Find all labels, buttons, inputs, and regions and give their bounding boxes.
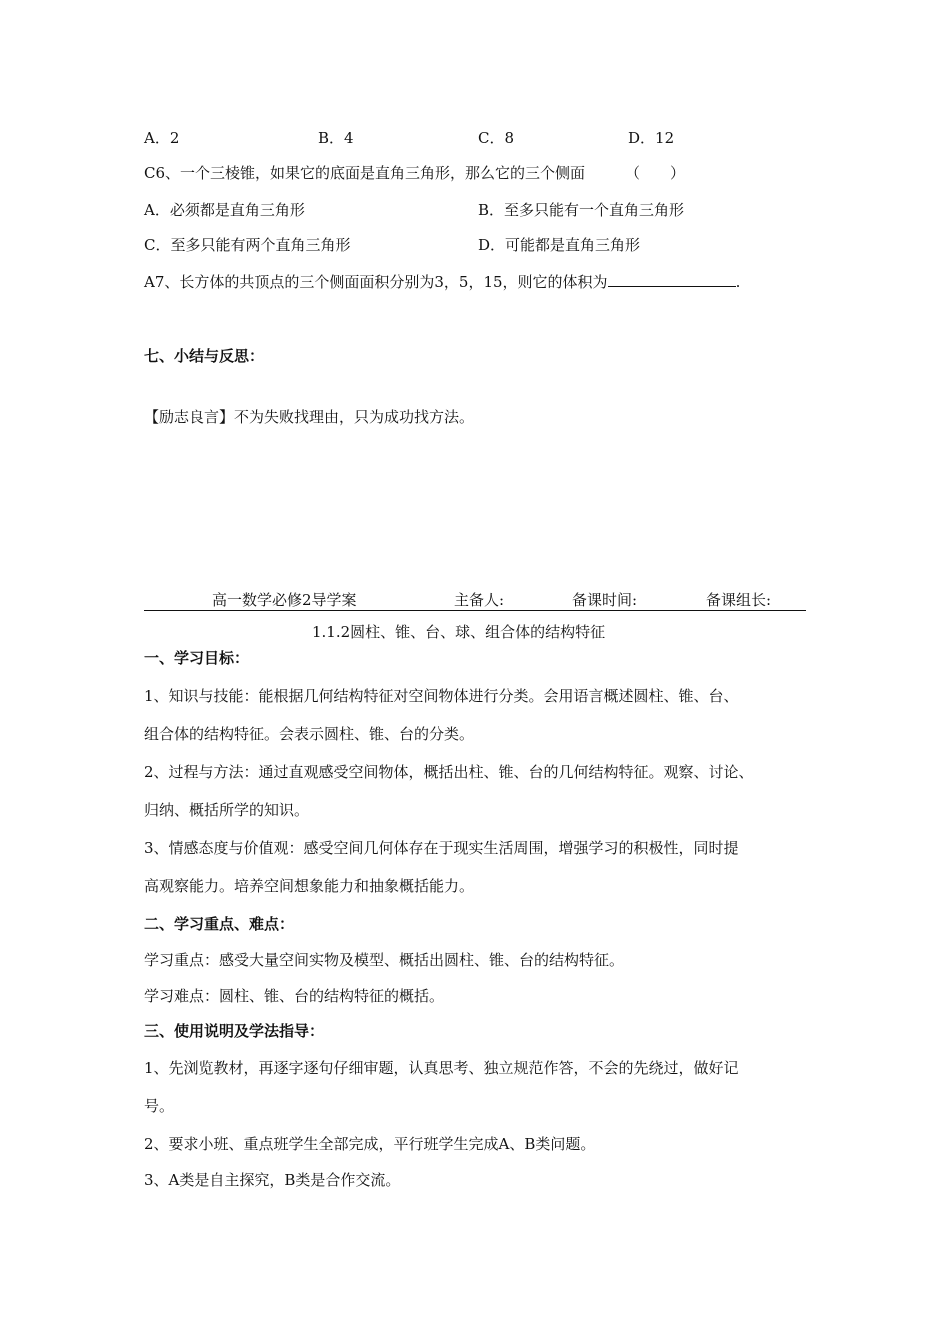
header-course: 高一数学必修2导学案 [212, 591, 357, 609]
instruction-line: 1、先浏览教材，再逐字逐句仔细审题，认真思考、独立规范作答，不会的先绕过，做好记 [144, 1059, 739, 1077]
c6-option-d: D．可能都是直角三角形 [478, 236, 641, 254]
lesson-title: 1.1.2圆柱、锥、台、球、组合体的结构特征 [312, 623, 606, 641]
instruction-line: 2、要求小班、重点班学生全部完成，平行班学生完成A、B类问题。 [144, 1135, 596, 1153]
section-keypoints-title: 二、学习重点、难点： [144, 915, 295, 933]
option-d: D．12 [628, 129, 675, 147]
c6-option-b: B．至多只能有一个直角三角形 [478, 201, 685, 219]
header-prep-time: 备课时间: [572, 591, 638, 609]
c6-option-c: C．至多只能有两个直角三角形 [144, 236, 351, 254]
question-a7-end: . [735, 273, 741, 291]
section-instructions-title: 三、使用说明及学法指导： [144, 1022, 325, 1040]
question-c6 [144, 163, 685, 183]
objective-line: 高观察能力。培养空间想象能力和抽象概括能力。 [144, 877, 475, 895]
document-header [144, 589, 806, 611]
objective-line: 1、知识与技能：能根据几何结构特征对空间物体进行分类。会用语言概述圆柱、锥、台、 [144, 687, 739, 705]
objective-line: 2、过程与方法：通过直观感受空间物体，概括出柱、锥、台的几何结构特征。观察、讨论、 [144, 763, 754, 781]
option-a: A．2 [144, 129, 180, 147]
objective-line: 3、情感态度与价值观：感受空间几何体存在于现实生活周围，增强学习的积极性，同时提 [144, 839, 739, 857]
answer-blank [608, 272, 736, 287]
question-a7-stem: A7、长方体的共顶点的三个侧面面积分别为3，5，15，则它的体积为 [144, 273, 608, 291]
objective-line: 归纳、概括所学的知识。 [144, 801, 310, 819]
objective-line: 组合体的结构特征。会表示圆柱、锥、台的分类。 [144, 725, 475, 743]
keypoint-line: 学习重点：感受大量空间实物及模型、概括出圆柱、锥、台的结构特征。 [144, 951, 625, 969]
section-summary-title: 七、小结与反思： [144, 347, 265, 365]
option-b: B．4 [318, 129, 354, 147]
keypoint-line: 学习难点：圆柱、锥、台的结构特征的概括。 [144, 987, 445, 1005]
instruction-line: 号。 [144, 1097, 175, 1115]
header-group-leader: 备课组长: [706, 591, 772, 609]
motto: 【励志良言】不为失败找理由，只为成功找方法。 [144, 408, 475, 426]
instruction-line: 3、A类是自主探究，B类是合作交流。 [144, 1171, 401, 1189]
c6-option-a: A．必须都是直角三角形 [144, 201, 305, 219]
question-c6-stem: C6、一个三棱锥，如果它的底面是直角三角形，那么它的三个侧面 [144, 164, 586, 182]
option-c: C．8 [478, 129, 515, 147]
question-a7 [144, 272, 740, 292]
header-preparer: 主备人: [454, 591, 505, 609]
section-objectives-title: 一、学习目标： [144, 649, 250, 667]
answer-paren: （ ） [625, 164, 686, 182]
